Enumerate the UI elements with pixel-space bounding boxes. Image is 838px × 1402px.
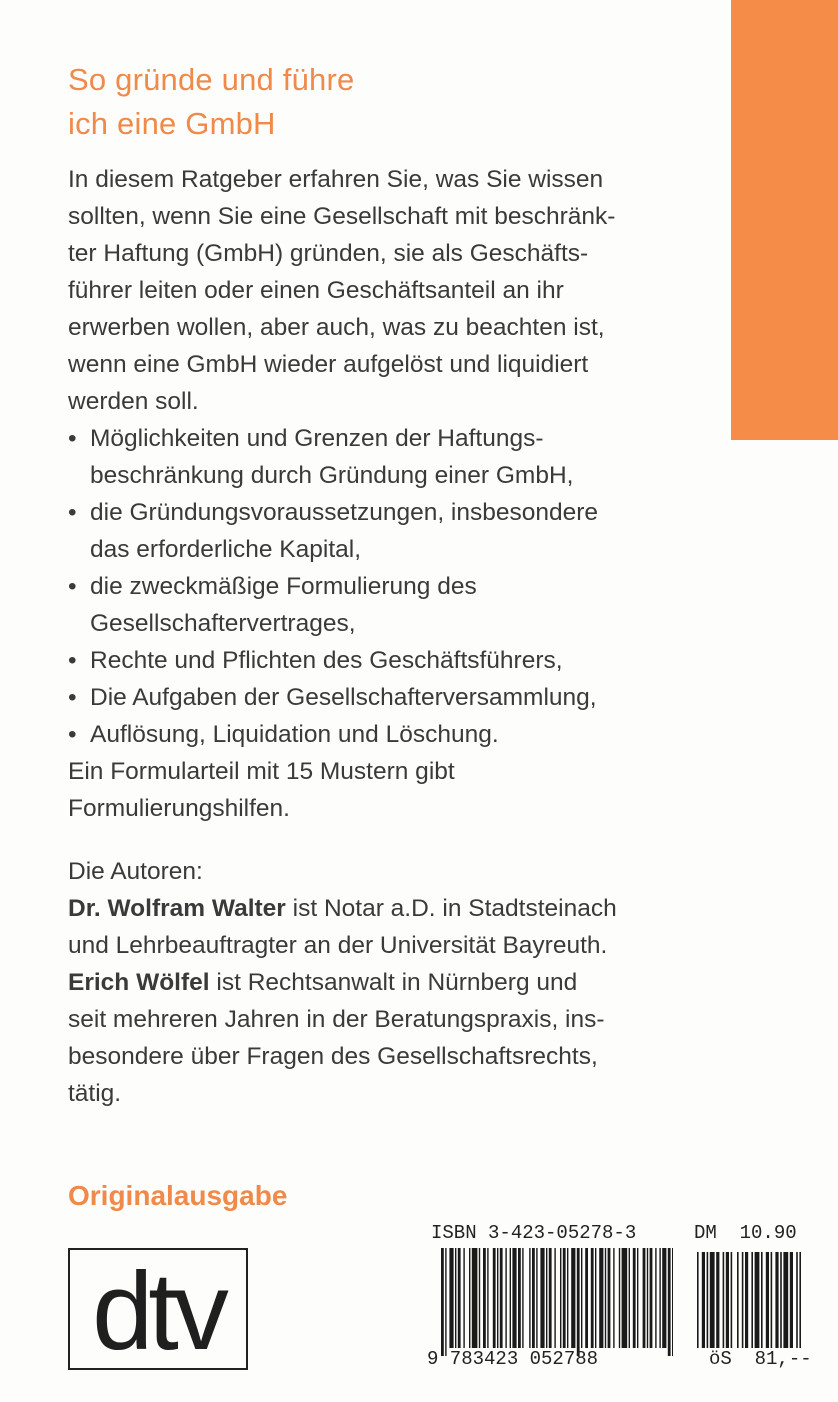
barcode-bar (483, 1248, 486, 1348)
barcode-bar (472, 1248, 478, 1348)
barcode-bar (647, 1248, 648, 1348)
addon-bar (766, 1252, 769, 1348)
intro-line: werden soll. (68, 388, 199, 415)
barcode-bar (554, 1248, 555, 1348)
barcode-bar (619, 1248, 620, 1348)
ean-barcode (441, 1248, 673, 1356)
addon-bar (775, 1252, 778, 1348)
barcode-bar (458, 1248, 461, 1348)
barcode-bar (585, 1248, 588, 1348)
barcode-bar (522, 1248, 523, 1348)
barcode-bar (633, 1248, 636, 1348)
addon-barcode (697, 1248, 801, 1348)
barcode-bar (655, 1248, 656, 1348)
addon-bar (799, 1252, 801, 1348)
barcode-bar (455, 1248, 456, 1348)
logo-text: dtv (92, 1250, 224, 1370)
author-1-text-cont: und Lehrbeauftragter an der Universität Bayreuth. (68, 932, 608, 959)
barcode-bar (650, 1248, 653, 1348)
bullet-icon: • (68, 684, 77, 711)
barcode-bar (532, 1248, 535, 1348)
author-2-text-cont: besondere über Fragen des Gesellschaftsrechts, (68, 1043, 598, 1070)
addon-bar (780, 1252, 782, 1348)
addon-bar (716, 1252, 719, 1348)
barcode-bar (560, 1248, 561, 1348)
barcode-bar (567, 1248, 568, 1348)
barcode-bar (629, 1248, 630, 1348)
addon-bar (742, 1252, 744, 1348)
bullet-item (68, 716, 718, 753)
addon-bar (726, 1252, 729, 1348)
edition-label: Originalausgabe (68, 1180, 288, 1211)
price-dm: DM 10.90 (694, 1222, 797, 1244)
barcode-bar (672, 1248, 673, 1356)
intro-line: sollten, wenn Sie eine Gesellschaft mit beschränk- (68, 203, 616, 230)
formular-line: Ein Formularteil mit 15 Mustern gibt (68, 758, 455, 785)
barcode-bar (500, 1248, 503, 1348)
author-2-text: ist Rechtsanwalt in Nürnberg und (209, 969, 578, 996)
barcode-bar (529, 1248, 530, 1348)
barcode-block (427, 1222, 827, 1382)
bullet-icon: • (68, 499, 77, 526)
bullet-text: Die Aufgaben der Gesellschafterversammlung, (90, 684, 597, 711)
addon-bar (723, 1252, 725, 1348)
addon-bar (737, 1252, 739, 1348)
barcode-bar (469, 1248, 470, 1348)
addon-bar (751, 1252, 753, 1348)
bullet-text: die Gründungsvoraussetzungen, insbesondere (90, 499, 599, 526)
bullet-continuation: das erforderliche Kapital, (90, 536, 362, 563)
barcode-bar (605, 1248, 606, 1348)
barcode-bar (595, 1248, 596, 1348)
book-title (68, 58, 354, 146)
barcode-bar (512, 1248, 516, 1348)
addon-bar (771, 1252, 773, 1348)
bullet-item (68, 679, 718, 716)
barcode-bar (668, 1248, 671, 1356)
intro-line: ter Haftung (GmbH) gründen, sie als Geschäfts- (68, 240, 589, 267)
addon-bar (707, 1252, 709, 1348)
bullet-text: Auflösung, Liquidation und Löschung. (90, 721, 499, 748)
barcode-bar (518, 1248, 521, 1348)
blurb (68, 161, 718, 1112)
addon-bar (783, 1252, 788, 1348)
bullet-continuation: beschränkung durch Gründung einer GmbH, (90, 462, 574, 489)
bullet-item (68, 568, 718, 605)
barcode-bar (581, 1248, 582, 1348)
barcode-bar (591, 1248, 594, 1348)
barcode-bar (493, 1248, 496, 1348)
spacer (68, 827, 718, 853)
author-2-text-cont: seit mehreren Jahren in der Beratungspraxis, ins- (68, 1006, 605, 1033)
barcode-bar (659, 1248, 660, 1348)
ean-digits: 9 783423 052788 (427, 1348, 599, 1370)
bullet-text: Möglichkeiten und Grenzen der Haftungs- (90, 425, 544, 452)
author-1-name: Dr. Wolfram Walter (68, 895, 286, 922)
intro-line: führer leiten oder einen Geschäftsanteil an ihr (68, 277, 564, 304)
author-2 (68, 964, 718, 1001)
barcode-bar (510, 1248, 511, 1348)
barcode-bar (549, 1248, 552, 1348)
isbn-text: ISBN 3-423-05278-3 (431, 1222, 637, 1244)
addon-bar (710, 1252, 715, 1348)
barcode-bar (613, 1248, 614, 1348)
barcode-bar (643, 1248, 646, 1348)
title-line-2: ich eine GmbH (68, 106, 276, 141)
formular-line: Formulierungshilfen. (68, 795, 290, 822)
barcode-bar (445, 1248, 446, 1356)
barcode-bar (637, 1248, 638, 1348)
intro-line: wenn eine GmbH wieder aufgelöst und liquidiert (68, 351, 589, 378)
price-os: öS 81,-- (709, 1348, 812, 1370)
bullet-icon: • (68, 647, 77, 674)
barcode-bar (622, 1248, 628, 1348)
addon-bar (790, 1252, 793, 1348)
bullet-icon: • (68, 721, 77, 748)
author-1-text: ist Notar a.D. in Stadtsteinach (285, 895, 617, 922)
barcode-bar (540, 1248, 544, 1348)
addon-bar (697, 1252, 699, 1348)
addon-bar (761, 1252, 763, 1348)
intro-line: In diesem Ratgeber erfahren Sie, was Sie wissen (68, 166, 604, 193)
barcode-bar (449, 1248, 453, 1348)
barcode-bar (563, 1248, 566, 1348)
barcode-bar (608, 1248, 611, 1348)
orange-accent-strip (731, 0, 838, 440)
intro-line: erwerben wollen, aber auch, was zu beachten ist, (68, 314, 605, 341)
barcode-bar (571, 1248, 575, 1348)
bullet-icon: • (68, 573, 77, 600)
title-line-1: So gründe und führe (68, 62, 355, 97)
bullet-item (68, 420, 718, 457)
bullet-text: Rechte und Pflichten des Geschäftsführers, (90, 647, 563, 674)
authors-heading: Die Autoren: (68, 858, 203, 885)
barcode-bar (577, 1248, 580, 1356)
barcode-bar (505, 1248, 506, 1348)
bullet-item (68, 642, 718, 679)
author-2-name: Erich Wölfel (68, 969, 210, 996)
bullet-text: die zweckmäßige Formulierung des (90, 573, 477, 600)
barcode-bar (546, 1248, 547, 1348)
addon-bar (755, 1252, 760, 1348)
bullet-icon: • (68, 425, 77, 452)
bullet-continuation: Gesellschaftervertrages, (90, 610, 356, 637)
addon-bar (731, 1252, 733, 1348)
addon-bar (745, 1252, 748, 1348)
barcode-bar (536, 1248, 537, 1348)
author-1 (68, 890, 718, 927)
dtv-logo (68, 1248, 248, 1370)
bullet-item (68, 494, 718, 531)
barcode-bar (497, 1248, 498, 1348)
barcode-bar (441, 1248, 444, 1356)
barcode-bar (463, 1248, 464, 1348)
author-2-text-cont: tätig. (68, 1080, 122, 1107)
barcode-bar (599, 1248, 603, 1348)
barcode-bar (487, 1248, 488, 1348)
barcode-bar (662, 1248, 666, 1348)
addon-bar (796, 1252, 798, 1348)
barcode-bar (479, 1248, 480, 1348)
addon-bar (702, 1252, 705, 1348)
